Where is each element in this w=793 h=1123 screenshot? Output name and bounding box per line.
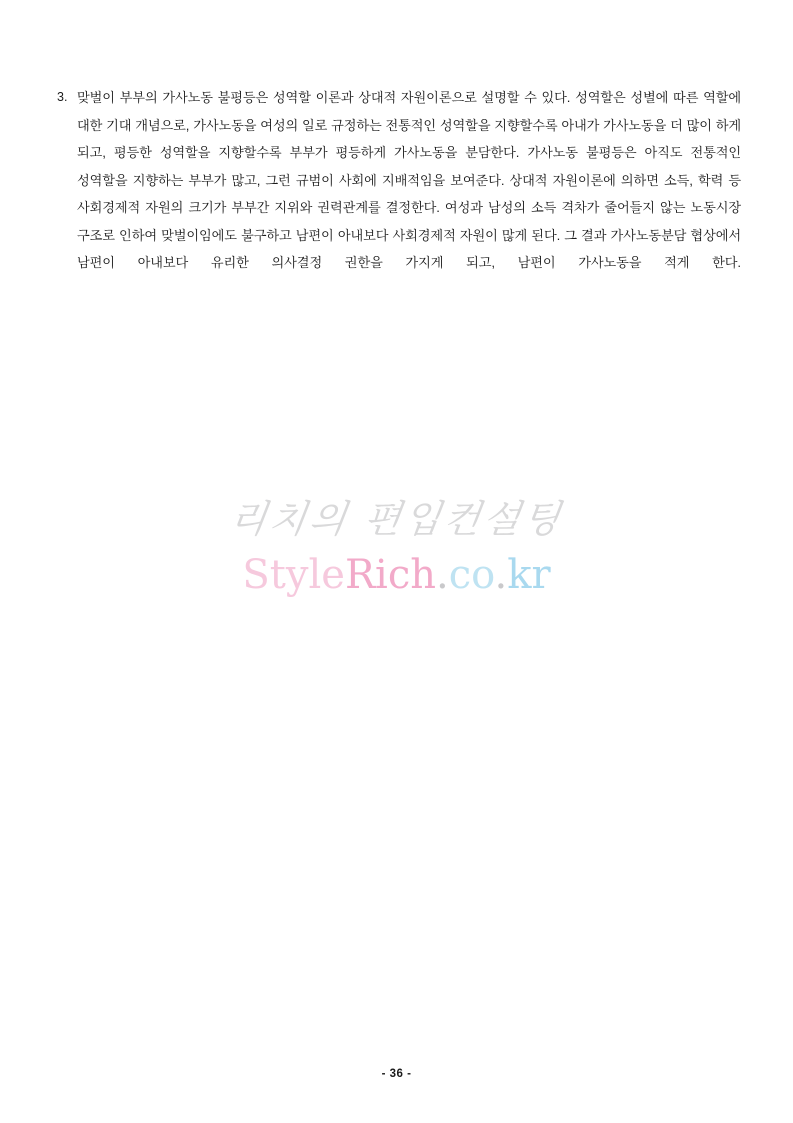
watermark-brand-co: co — [448, 552, 495, 598]
watermark — [0, 495, 793, 601]
list-item — [55, 84, 741, 304]
watermark-brand-style: Style — [242, 552, 345, 598]
document-content — [55, 84, 741, 304]
watermark-brand-kr: kr — [507, 552, 551, 598]
watermark-script-text: 리치의 편입컨설팅 — [227, 497, 566, 541]
list-item-number: 3. — [57, 90, 68, 104]
page-number: - 36 - — [381, 1068, 412, 1080]
watermark-brand — [0, 549, 793, 601]
watermark-brand-dot-2: . — [494, 552, 508, 598]
watermark-brand-rich: Rich — [344, 552, 437, 598]
list-item-text: 맞벌이 부부의 가사노동 불평등은 성역할 이론과 상대적 자원이론으로 설명할 수 있다. 성역할은 성별에 따른 역할에 대한 기대 개념으로, 가사노동을 여성의 일로 규정하는 전통적인 성역할을 지향할수록 아내가 가사노동을 더 많이 하게 되고, 평등한 성역할을 지향할수록 부부가 평등하게 가사노동을 분담한다. 가사노동 불평등은 아직도 전통적인 성역할을 지향하는 부부가 많고, 그런 규범이 사회에 지배적임을 보여준다. 상대적 자원이론에 의하면 소득, 학력 등 사회경제적 자원의 크기가 부부간 지위와 권력관계를 결정한다. 여성과 남성의 소득 격차가 줄어들지 않는 노동시장 구조로 인하여 맞벌이임에도 불구하고 남편이 아내보다 사회경제적 자원이 많게 된다. 그 결과 가사노동분담 협상에서 남편이 아내보다 유리한 의사결정 권한을 가지게 되고, 남편이 가사노동을 적게 한다. — [77, 90, 741, 270]
watermark-brand-dot-1: . — [436, 552, 449, 598]
